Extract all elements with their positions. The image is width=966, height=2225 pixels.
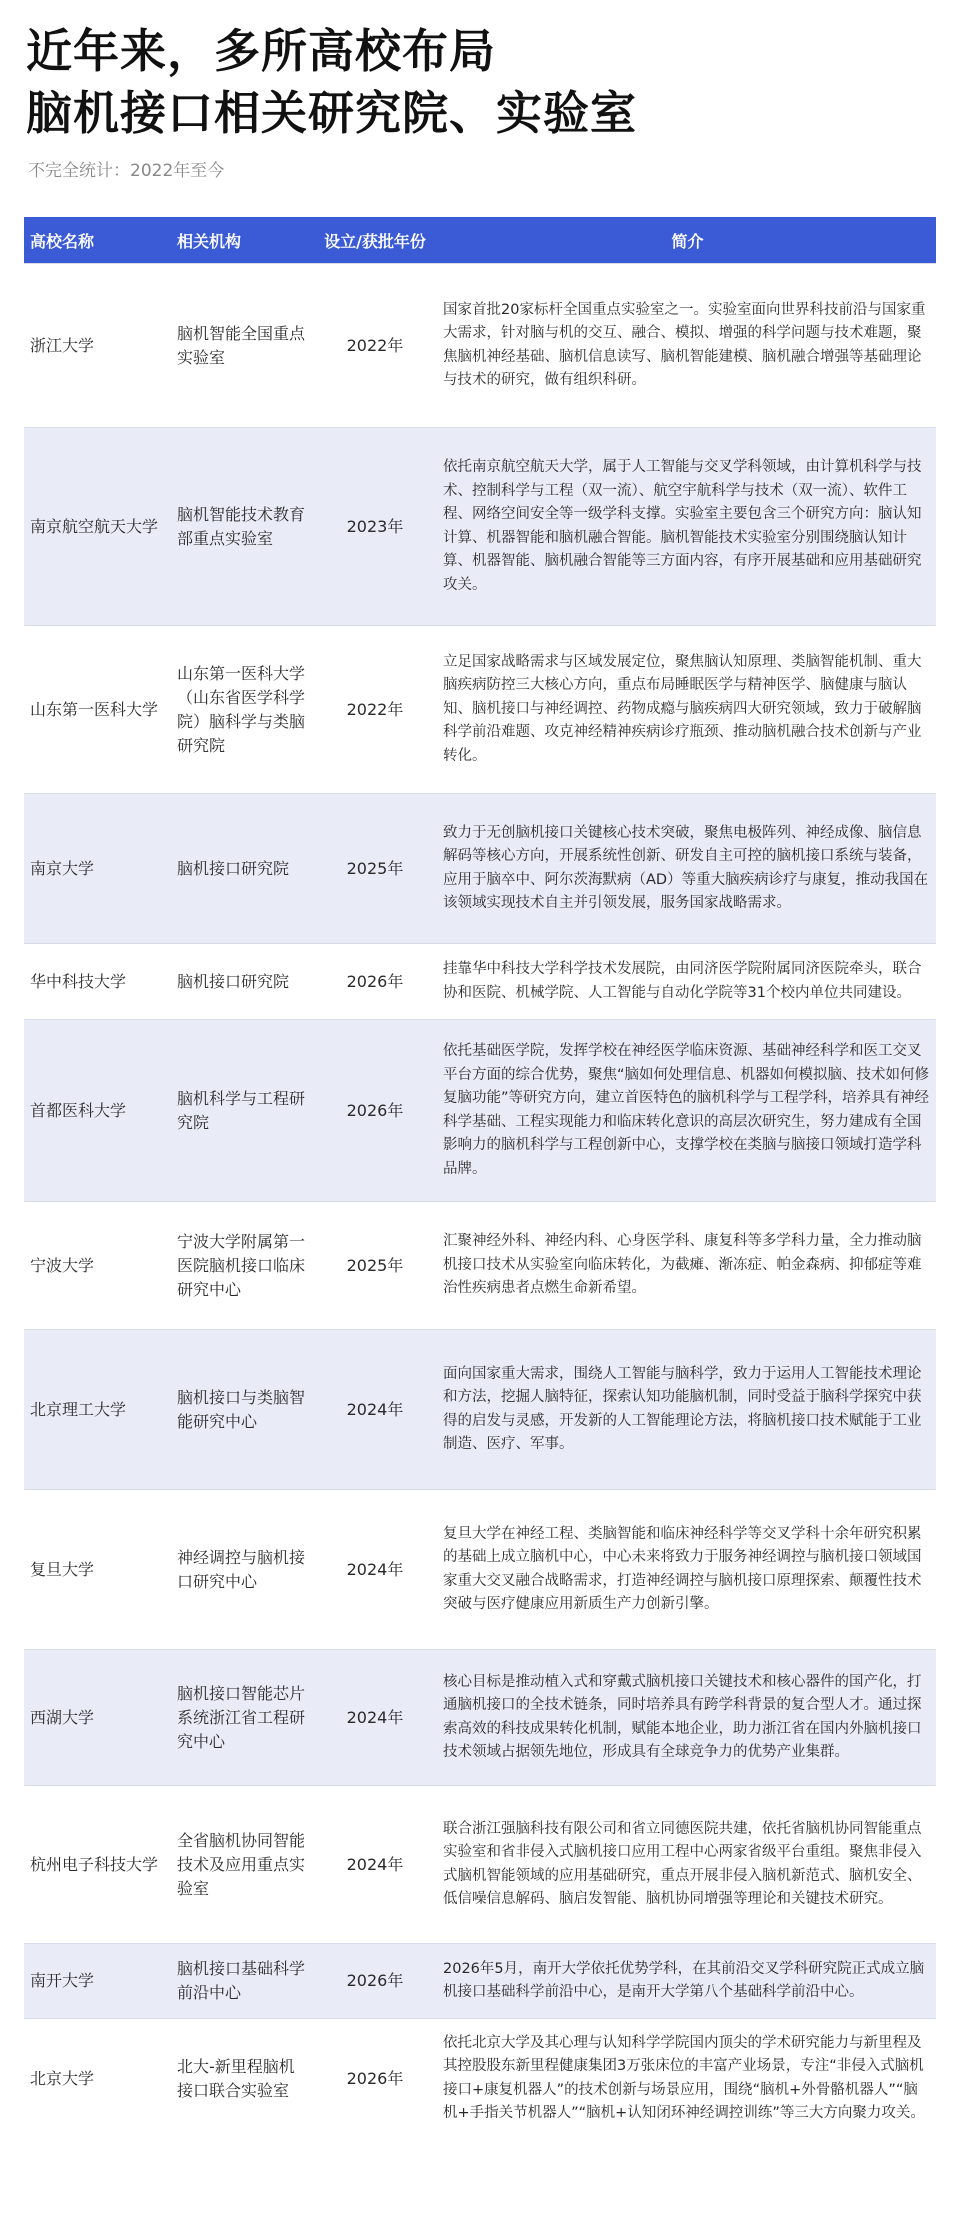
table-row [24, 1490, 936, 1650]
intro-cell: 致力于无创脑机接口关键核心技术突破，聚焦电极阵列、神经成像、脑信息解码等核心方向，开展系统性创新、研发自主可控的脑机接口系统与装备，应用于脑卒中、阿尔茨海默病（AD）等重大脑疾病诊疗与康复，推动我国在该领域实现技术自主并引领发展，服务国家战略需求。 [439, 794, 936, 944]
school-cell: 南京航空航天大学 [24, 428, 171, 626]
title-line-2: 脑机接口相关研究院、实验室 [26, 86, 637, 140]
page-title [26, 20, 946, 144]
table-row [24, 1020, 936, 1202]
table-row [24, 264, 936, 428]
table-row [24, 794, 936, 944]
intro-cell: 面向国家重大需求，围绕人工智能与脑科学，致力于运用人工智能技术理论和方法，挖掘人脑特征，探索认知功能脑机制，同时受益于脑科学探究中获得的启发与灵感，开发新的人工智能理论方法，将脑机接口技术赋能于工业制造、医疗、军事。 [439, 1330, 936, 1490]
school-cell: 山东第一医科大学 [24, 626, 171, 794]
header-institution: 相关机构 [171, 217, 311, 264]
header-year: 设立/获批年份 [311, 217, 439, 264]
year-cell: 2023年 [311, 428, 439, 626]
intro-cell: 依托基础医学院，发挥学校在神经医学临床资源、基础神经科学和医工交叉平台方面的综合优势，聚焦“脑如何处理信息、机器如何模拟脑、技术如何修复脑功能”等研究方向，建立首医特色的脑机科学与工程学科，培养具有神经科学基础、工程实现能力和临床转化意识的高层次研究生，努力建成有全国影响力的脑机科学与工程创新中心，支撑学校在类脑与脑接口领域打造学科品牌。 [439, 1020, 936, 1202]
institution-cell: 脑机智能技术教育部重点实验室 [171, 428, 311, 626]
subtitle: 不完全统计：2022年至今 [28, 161, 225, 181]
year-cell: 2025年 [311, 1202, 439, 1330]
school-cell: 西湖大学 [24, 1650, 171, 1786]
school-cell: 华中科技大学 [24, 944, 171, 1020]
institution-cell: 脑机科学与工程研究院 [171, 1020, 311, 1202]
table-row [24, 2019, 936, 2139]
school-cell: 杭州电子科技大学 [24, 1786, 171, 1944]
year-cell: 2024年 [311, 1490, 439, 1650]
school-cell: 南开大学 [24, 1944, 171, 2019]
intro-cell: 挂靠华中科技大学科学技术发展院，由同济医学院附属同济医院牵头，联合协和医院、机械学院、人工智能与自动化学院等31个校内单位共同建设。 [439, 944, 936, 1020]
table-row [24, 1944, 936, 2019]
year-cell: 2025年 [311, 794, 439, 944]
table-row [24, 1330, 936, 1490]
header-intro: 简介 [439, 217, 936, 264]
institutions-table [24, 217, 936, 2139]
institution-cell: 脑机接口研究院 [171, 794, 311, 944]
year-cell: 2026年 [311, 2019, 439, 2139]
school-cell: 浙江大学 [24, 264, 171, 428]
institution-cell: 脑机接口与类脑智能研究中心 [171, 1330, 311, 1490]
table-row [24, 1202, 936, 1330]
table-row [24, 1786, 936, 1944]
title-line-1: 近年来，多所高校布局 [26, 24, 496, 78]
table-row [24, 944, 936, 1020]
year-cell: 2024年 [311, 1330, 439, 1490]
table-row [24, 428, 936, 626]
year-cell: 2024年 [311, 1786, 439, 1944]
year-cell: 2022年 [311, 626, 439, 794]
intro-cell: 汇聚神经外科、神经内科、心身医学科、康复科等多学科力量，全力推动脑机接口技术从实验室向临床转化，为截瘫、渐冻症、帕金森病、抑郁症等难治性疾病患者点燃生命新希望。 [439, 1202, 936, 1330]
year-cell: 2024年 [311, 1650, 439, 1786]
institution-cell: 脑机接口智能芯片系统浙江省工程研究中心 [171, 1650, 311, 1786]
school-cell: 宁波大学 [24, 1202, 171, 1330]
school-cell: 南京大学 [24, 794, 171, 944]
year-cell: 2022年 [311, 264, 439, 428]
table-row [24, 1650, 936, 1786]
institution-cell: 脑机接口研究院 [171, 944, 311, 1020]
intro-cell: 依托北京大学及其心理与认知科学学院国内顶尖的学术研究能力与新里程及其控股股东新里程健康集团3万张床位的丰富产业场景，专注“非侵入式脑机接口+康复机器人”的技术创新与场景应用，围绕“脑机+外骨骼机器人”“脑机+手指关节机器人”“脑机+认知闭环神经调控训练”等三大方向聚力攻关。 [439, 2019, 936, 2139]
school-cell: 北京理工大学 [24, 1330, 171, 1490]
intro-cell: 2026年5月，南开大学依托优势学科，在其前沿交叉学科研究院正式成立脑机接口基础科学前沿中心，是南开大学第八个基础科学前沿中心。 [439, 1944, 936, 2019]
school-cell: 首都医科大学 [24, 1020, 171, 1202]
institution-cell: 全省脑机协同智能技术及应用重点实验室 [171, 1786, 311, 1944]
intro-cell: 核心目标是推动植入式和穿戴式脑机接口关键技术和核心器件的国产化，打通脑机接口的全技术链条，同时培养具有跨学科背景的复合型人才。通过探索高效的科技成果转化机制，赋能本地企业，助力浙江省在国内外脑机接口技术领域占据领先地位，形成具有全球竞争力的优势产业集群。 [439, 1650, 936, 1786]
table-header-row [24, 217, 936, 264]
header-school: 高校名称 [24, 217, 171, 264]
table-body [24, 264, 936, 2139]
year-cell: 2026年 [311, 1944, 439, 2019]
intro-cell: 依托南京航空航天大学，属于人工智能与交叉学科领域，由计算机科学与技术、控制科学与工程（双一流）、航空宇航科学与技术（双一流）、软件工程、网络空间安全等一级学科支撑。实验室主要包含三个研究方向：脑认知计算、机器智能和脑机融合智能。脑机智能技术实验室分别围绕脑认知计算、机器智能、脑机融合智能等三方面内容，有序开展基础和应用基础研究攻关。 [439, 428, 936, 626]
school-cell: 北京大学 [24, 2019, 171, 2139]
institution-cell: 神经调控与脑机接口研究中心 [171, 1490, 311, 1650]
table-row [24, 626, 936, 794]
institution-cell: 北大-新里程脑机接口联合实验室 [171, 2019, 311, 2139]
institution-cell: 脑机接口基础科学前沿中心 [171, 1944, 311, 2019]
institution-cell: 宁波大学附属第一医院脑机接口临床研究中心 [171, 1202, 311, 1330]
intro-cell: 联合浙江强脑科技有限公司和省立同德医院共建，依托省脑机协同智能重点实验室和省非侵入式脑机接口应用工程中心两家省级平台重组。聚焦非侵入式脑机智能领域的应用基础研究，重点开展非侵入脑机新范式、脑机安全、低信噪信息解码、脑启发智能、脑机协同增强等理论和关键技术研究。 [439, 1786, 936, 1944]
intro-cell: 立足国家战略需求与区域发展定位，聚焦脑认知原理、类脑智能机制、重大脑疾病防控三大核心方向，重点布局睡眠医学与精神医学、脑健康与脑认知、脑机接口与神经调控、药物成瘾与脑疾病四大研究领域，致力于破解脑科学前沿难题、攻克神经精神疾病诊疗瓶颈、推动脑机融合技术创新与产业转化。 [439, 626, 936, 794]
year-cell: 2026年 [311, 944, 439, 1020]
institution-cell: 山东第一医科大学（山东省医学科学院）脑科学与类脑研究院 [171, 626, 311, 794]
institution-cell: 脑机智能全国重点实验室 [171, 264, 311, 428]
intro-cell: 复旦大学在神经工程、类脑智能和临床神经科学等交叉学科十余年研究积累的基础上成立脑机中心，中心未来将致力于服务神经调控与脑机接口领域国家重大交叉融合战略需求，打造神经调控与脑机接口原理探索、颠覆性技术突破与医疗健康应用新质生产力创新引擎。 [439, 1490, 936, 1650]
school-cell: 复旦大学 [24, 1490, 171, 1650]
year-cell: 2026年 [311, 1020, 439, 1202]
intro-cell: 国家首批20家标杆全国重点实验室之一。实验室面向世界科技前沿与国家重大需求，针对脑与机的交互、融合、模拟、增强的科学问题与技术难题，聚焦脑机神经基础、脑机信息读写、脑机智能建模、脑机融合增强等基础理论与技术的研究，做有组织科研。 [439, 264, 936, 428]
